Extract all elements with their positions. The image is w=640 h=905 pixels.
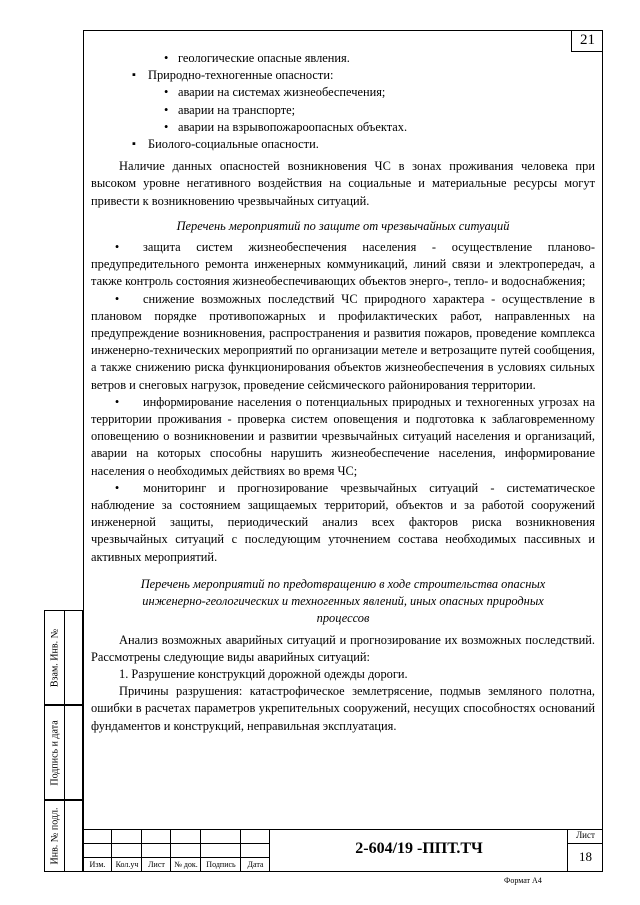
list-item: • аварии на транспорте;	[91, 102, 595, 119]
numbered-item: 1. Разрушение конструкций дорожной одежды дороги.	[119, 666, 408, 681]
sheet-label: Лист	[576, 830, 595, 840]
side-stamp-podpis	[44, 705, 83, 800]
paragraph-analysis: Анализ возможных аварийных ситуаций и прогнозирование их возможных последствий. Рассмотрены следующие виды аварийных ситуаций:	[91, 632, 595, 664]
measure-item	[91, 394, 595, 480]
col-label-data: Дата	[247, 860, 264, 869]
section-heading: Перечень мероприятий по защите от чрезвычайных ситуаций	[176, 218, 510, 233]
document-code: 2-604/19 -ППТ.ТЧ	[355, 840, 483, 857]
side-stamp-inv	[44, 800, 83, 872]
format-label: Формат А4	[504, 876, 542, 885]
list-item: • аварии на системах жизнеобеспечения;	[91, 84, 595, 101]
col-label-podpis: Подпись	[206, 860, 236, 869]
side-label-inv: Инв. № подл.	[49, 807, 60, 865]
paragraph-intro: Наличие данных опасностей возникновения ЧС в зонах проживания человека при высоком уровне негативного воздействия на социальные и материальные ресурсы могут привести к возникновению чрезвычайных ситуаций.	[91, 159, 595, 208]
measure-text: информирование населения о потенциальных природных и техногенных угрозах на территории проживания - проверка систем оповещения и подготовка к заблаговременному оповещению о возникновении и развитии чрезвычайных ситуаций населения и организаций, аварии на которых способны нарушить жизнеобеспечение населения, информирование населения о необходимых действиях во время ЧС;	[91, 394, 595, 478]
list-item: • аварии на взрывопожароопасных объектах.	[91, 119, 595, 136]
col-label-ndok: № док.	[174, 860, 198, 869]
measure-text: мониторинг и прогнозирование чрезвычайных ситуаций - систематическое наблюдение за состоянием защищаемых территорий, объектов и за работой сооружений инженерной защиты, периодический анализ всех факторов риска возникновения чрезвычайных ситуаций с последующим уточнением состава необходимых пассивных и активных мероприятий.	[91, 480, 595, 564]
col-label-kolvo: Кол.уч	[115, 860, 139, 869]
bullet-icon: •	[114, 394, 120, 409]
col-label-izm: Изм.	[89, 860, 106, 869]
list-item: • геологические опасные явления.	[91, 50, 595, 67]
measure-text: защита систем жизнеобеспечения населения - осуществление планово-предупредительного ремонта инженерных коммуникаций, линий связи и электропередач, а также контроль состояния жизнеобеспечивающих объектов энерго-, тепло- и водоснабжения;	[91, 240, 595, 289]
page-number: 21	[571, 30, 603, 52]
measure-item	[91, 291, 595, 394]
measure-item	[91, 480, 595, 566]
bullet-icon: •	[114, 291, 120, 306]
list-item: ▪ Биолого-социальные опасности.	[91, 136, 595, 153]
measure-item	[91, 239, 595, 291]
side-label-vzam: Взам. Инв. №	[49, 628, 60, 687]
bullet-icon: •	[114, 240, 120, 255]
document-body	[91, 50, 595, 735]
section-heading: Перечень мероприятий по предотвращению в ходе строительства опасных инженерно-геологических и техногенных явлений, иных опасных природных процессов	[140, 576, 546, 626]
side-label-podpis: Подпись и дата	[49, 719, 60, 786]
bullet-icon: •	[114, 480, 120, 495]
sheet-number: 18	[579, 849, 592, 864]
col-label-list: Лист	[148, 860, 165, 869]
list-item: ▪ Природно-техногенные опасности:	[91, 67, 595, 84]
paragraph-causes: Причины разрушения: катастрофическое землетрясение, подмыв земляного полотна, ошибки в расчетах параметров укрепительных сооружений, несущих способностях оснований фундаментов и конструкций, неправильная эксплуатация.	[91, 684, 595, 733]
side-stamp-vzam	[44, 610, 83, 705]
measure-text: снижение возможных последствий ЧС природного характера - осуществление в плановом порядке противопожарных и профилактических работ, направленных на предупреждение возникновения, распространения и развития пожаров, проведение комплекса инженерно-технических мероприятий по организации метеле и ветрозащите путей сообщения, а также снижению риска функционирования объектов жизнеобеспечения в условиях сильных ветров и снеговых нагрузок, проведение сейсмического районирования территории.	[91, 291, 595, 392]
